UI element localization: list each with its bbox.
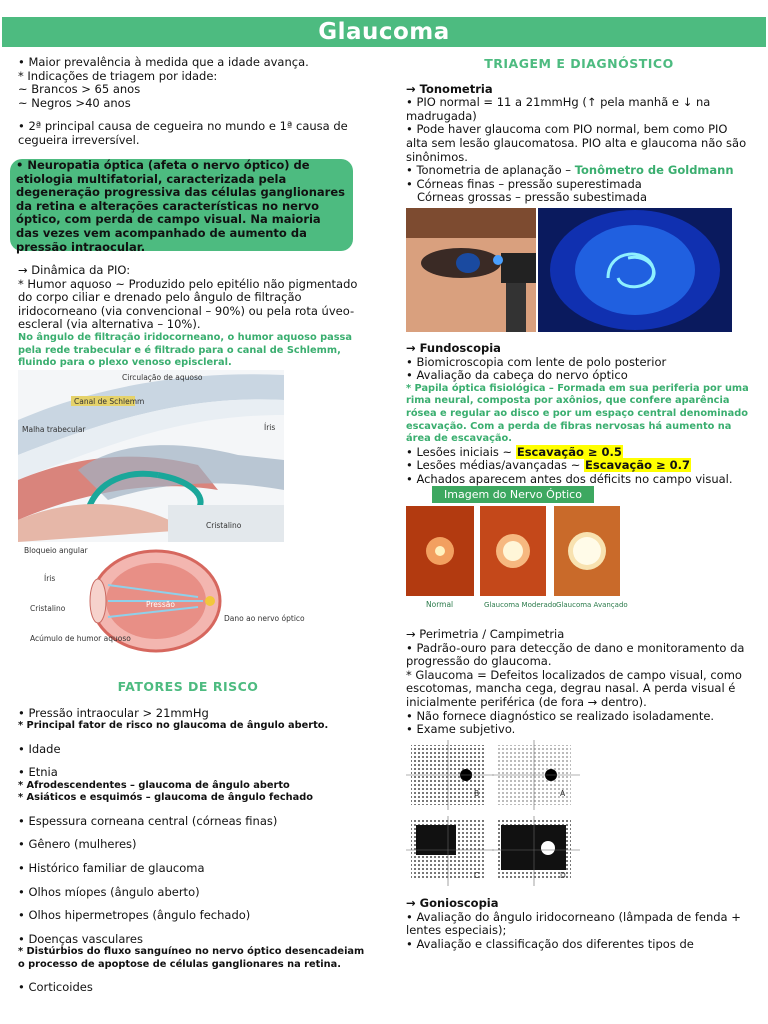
- gonio-item: • Avaliação e classificação dos diferentes tipos de: [406, 936, 694, 951]
- aplanacao-line: [406, 164, 752, 178]
- fig2-label-dano: Dano ao nervo óptico: [224, 614, 305, 623]
- achados-item: • Achados aparecem antes dos déficits no campo visual.: [406, 471, 733, 486]
- lesoes-iniciais-label: • Lesões iniciais ~: [406, 444, 516, 459]
- risk-item: • Olhos míopes (ângulo aberto): [18, 884, 200, 899]
- screening-heading: TRIAGEM E DIAGNÓSTICO: [484, 56, 674, 71]
- pio-dynamics: [18, 264, 360, 370]
- visual-field-plots: [406, 740, 582, 890]
- perimetria-item: • Padrão-ouro para detecção de dano e monitoramento da progressão do glaucoma.: [406, 640, 745, 669]
- risk-factors: [10, 680, 366, 995]
- risk-item: • Histórico familiar de glaucoma: [18, 861, 205, 876]
- dynamics-text: * Humor aquoso ~ Produzido pelo epitélio não pigmentado do corpo ciliar e drenado pelo ângulo de filtração iridocorneano (via convencional – 90%) ou pela rota úveo-escleral (via alternativa – 10%).: [18, 276, 358, 332]
- risk-note: * Distúrbios do fluxo sanguíneo no nervo óptico desencadeiam o processo de apoptose de células ganglionares na retina.: [18, 946, 365, 970]
- tonometria-item: • Pode haver glaucoma com PIO normal, bem como PIO alta sem lesão glaucomatosa. PIO alta e glaucoma não são sinônimos.: [406, 122, 747, 164]
- fig1-label-malha: Malha trabecular: [22, 425, 86, 434]
- left-column: [18, 56, 358, 148]
- right-column: [406, 57, 752, 205]
- dynamics-note: No ângulo de filtração iridocorneano, o humor aquoso passa pela rede trabecular e é filtrado para o canal de Schlemm, fluindo para o plexo venoso episcleral.: [18, 331, 352, 369]
- fundoscopia-item: • Biomicroscopia com lente de polo posterior: [406, 354, 667, 369]
- anterior-chamber-figure: [18, 370, 284, 542]
- nerve-label-normal: Normal: [426, 600, 454, 609]
- page-title: Glaucoma: [2, 17, 766, 47]
- corneas-item: Córneas grossas – pressão subestimada: [406, 190, 648, 205]
- fig2-label-cristalino: Cristalino: [30, 604, 66, 613]
- papila-note: * Papila óptica fisiológica – Formada em sua periferia por uma rima neural, composta por axônios, que confere aparência rósea e regular ao disco e por um espaço central denominado escavação. Com a perda de fibras nervosas há aumento na área de escavação.: [406, 382, 749, 445]
- intro-line: * Indicações de triagem por idade:: [18, 68, 218, 83]
- gonioscopia-section: [406, 897, 752, 951]
- perimetria-title: → Perimetria / Campimetria: [406, 627, 565, 641]
- risk-factors-heading: FATORES DE RISCO: [117, 679, 259, 694]
- intro-line: ~ Brancos > 65 anos: [18, 82, 141, 97]
- perimetria-section: [406, 628, 752, 737]
- definition-text: • Neuropatia óptica (afeta o nervo óptico) de etiologia multifatorial, caracterizada pela degeneração progressiva das células ganglionares da retina e alterações características no nervo óptico, com perda de campo visual. Na maioria das vezes vem acompanhado de aumento da pressão intraocular.: [16, 158, 345, 254]
- gonio-title: → Gonioscopia: [406, 896, 499, 910]
- escavacao-highlight: Escavação ≥ 0.7: [585, 458, 691, 473]
- eye-pressure-figure: [18, 545, 305, 657]
- corneas-item: • Córneas finas – pressão superestimada: [406, 176, 642, 191]
- dynamics-title: → Dinâmica da PIO:: [18, 263, 131, 277]
- risk-note: * Afrodescendentes – glaucoma de ângulo aberto: [18, 779, 290, 791]
- intro-line: ~ Negros >40 anos: [18, 95, 131, 110]
- goldmann-mires-photo: [538, 208, 732, 332]
- definition-box: [10, 158, 353, 254]
- risk-item: • Doenças vasculares: [18, 931, 143, 946]
- optic-nerve-photos: [406, 506, 628, 624]
- risk-note: * Asiáticos e esquimós – glaucoma de ângulo fechado: [18, 792, 314, 804]
- gonio-item: • Avaliação do ângulo iridocorneano (lâmpada de fenda + lentes especiais);: [406, 909, 741, 938]
- risk-item: • Olhos hipermetropes (ângulo fechado): [18, 908, 251, 923]
- nerve-label-avancado: Glaucoma Avançado: [556, 601, 628, 609]
- cause-text: • 2ª principal causa de cegueira no mundo e 1ª causa de cegueira irreversível.: [18, 119, 348, 147]
- field-label-b: B: [474, 789, 480, 798]
- perimetria-item: * Glaucoma = Defeitos localizados de campo visual, como escotomas, mancha cega, degrau nasal. A perda visual é inicialmente periférica (de fora → dentro).: [406, 667, 742, 709]
- fig2-label-acumulo: Acúmulo de humor aquoso: [30, 634, 131, 643]
- tonometer-photo: [406, 208, 536, 332]
- fig1-label-schlemm: Canal de Schlemm: [74, 397, 145, 406]
- risk-item: • Etnia: [18, 765, 58, 780]
- fundoscopia-item: • Avaliação da cabeça do nervo óptico: [406, 368, 628, 383]
- fundoscopia-section: [406, 342, 752, 487]
- perimetria-item: • Não fornece diagnóstico se realizado isoladamente.: [406, 708, 715, 723]
- nerve-label-moderado: Glaucoma Moderado: [484, 601, 557, 609]
- perimetria-item: • Exame subjetivo.: [406, 722, 516, 737]
- tonometria-title: → Tonometria: [406, 81, 493, 96]
- field-label-d: D: [560, 871, 566, 880]
- goldmann-label: Tonômetro de Goldmann: [574, 163, 734, 178]
- fundoscopia-title: → Fundoscopia: [406, 341, 501, 355]
- fig2-label-iris: Íris: [44, 574, 56, 583]
- risk-item: • Pressão intraocular > 21mmHg: [18, 705, 209, 720]
- aplanacao-prefix: • Tonometria de aplanação –: [406, 163, 575, 178]
- risk-item: • Idade: [18, 741, 61, 756]
- field-label-a: A: [560, 789, 566, 798]
- lesoes-iniciais: [406, 446, 752, 460]
- lesoes-medias: [406, 459, 752, 473]
- nerve-image-banner: Imagem do Nervo Óptico: [432, 486, 594, 503]
- fig1-label-cristalino: Cristalino: [206, 521, 242, 530]
- intro-line: • Maior prevalência à medida que a idade avança.: [18, 55, 309, 69]
- escavacao-highlight: Escavação ≥ 0.5: [516, 444, 622, 459]
- tonometria-item: • PIO normal = 11 a 21mmHg (↑ pela manhã e ↓ na madrugada): [406, 95, 711, 123]
- fig2-label-bloqueio: Bloqueio angular: [24, 546, 88, 555]
- fig1-label-circulacao: Circulação de aquoso: [122, 373, 203, 382]
- risk-item: • Espessura corneana central (córneas finas): [18, 813, 278, 828]
- field-label-c: C: [474, 871, 480, 880]
- lesoes-medias-label: • Lesões médias/avançadas ~: [406, 458, 584, 473]
- risk-note: * Principal fator de risco no glaucoma de ângulo aberto.: [18, 720, 329, 732]
- risk-item: • Gênero (mulheres): [18, 837, 137, 852]
- risk-item: • Corticoides: [18, 980, 93, 995]
- fig2-label-pressao: Pressão: [146, 600, 175, 609]
- fig1-label-iris: Íris: [264, 423, 276, 432]
